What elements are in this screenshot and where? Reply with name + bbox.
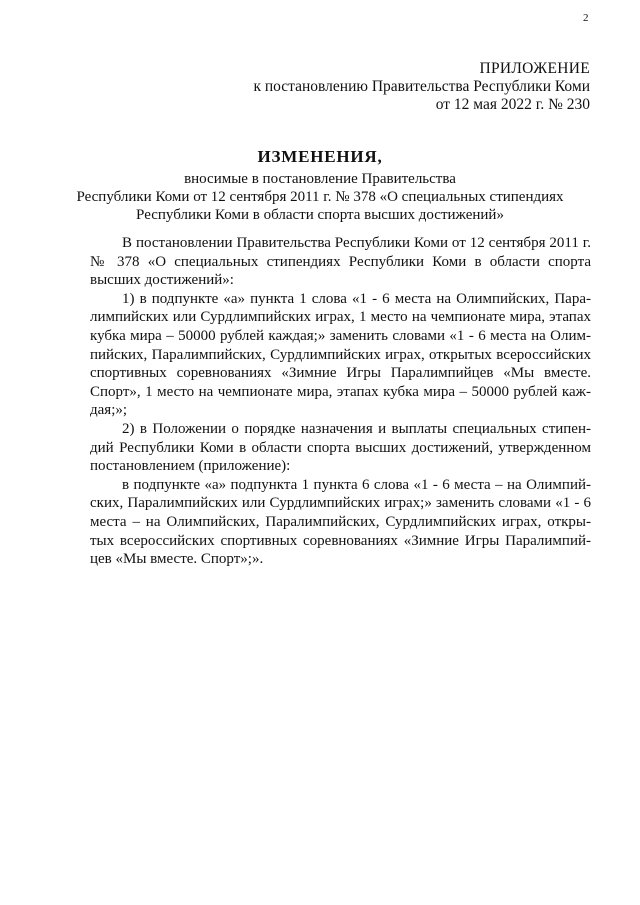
- document-title: ИЗМЕНЕНИЯ,: [257, 147, 383, 166]
- heading-line-3: Республики Коми в области спорта высших достижений»: [136, 207, 504, 223]
- paragraph-intro: В постановлении Правительства Республики Коми от 12 сентября 2011 г. № 378 «О специальных стипендиях Республики Коми в области спорта высших достижений»:: [90, 235, 591, 289]
- page-number: 2: [583, 12, 589, 24]
- paragraph-subitem: в подпункте «а» подпункта 1 пункта 6 слова «1 - 6 места – на Олимпийских, Паралимпийских или Сурдлимпийских играх;» заменить словами «1 - 6 места – на Олимпийских, Паралимпийских, Сурдлимпийских играх, открытых всероссийских спортивных соревнованиях «Зимние Игры Паралимпийцев «Мы вместе. Спорт»;».: [90, 476, 591, 568]
- appendix-block: [253, 60, 590, 114]
- appendix-line-1: к постановлению Правительства Республики Коми: [253, 78, 590, 95]
- heading-line-2: Республики Коми от 12 сентября 2011 г. № 378 «О специальных стипендиях: [76, 189, 564, 205]
- document-body: [90, 234, 591, 569]
- paragraph-item-1: 1) в подпункте «а» пункта 1 слова «1 - 6 места на Олимпийских, Паралимпийских или Сурдлимпийских играх, 1 место на чемпионате мира, этапах кубка мира – 50000 рублей каждая;» заменить словами «1 - 6 места на Олимпийских, Паралимпийских, Сурдлимпийских играх, открытых всероссийских спортивных соревнованиях «Зимние Игры Паралимпийцев «Мы вместе. Спорт», 1 место на чемпионате мира, этапах кубка мира – 50000 рублей каждая;»;: [90, 290, 591, 419]
- document-heading: [0, 147, 640, 224]
- heading-line-1: вносимые в постановление Правительства: [184, 171, 456, 187]
- appendix-title: ПРИЛОЖЕНИЕ: [479, 60, 590, 77]
- paragraph-item-2: 2) в Положении о порядке назначения и выплаты специальных стипендий Республики Коми в области спорта высших достижений, утвержденном постановлением (приложение):: [90, 420, 591, 475]
- appendix-line-2: от 12 мая 2022 г. № 230: [435, 96, 590, 113]
